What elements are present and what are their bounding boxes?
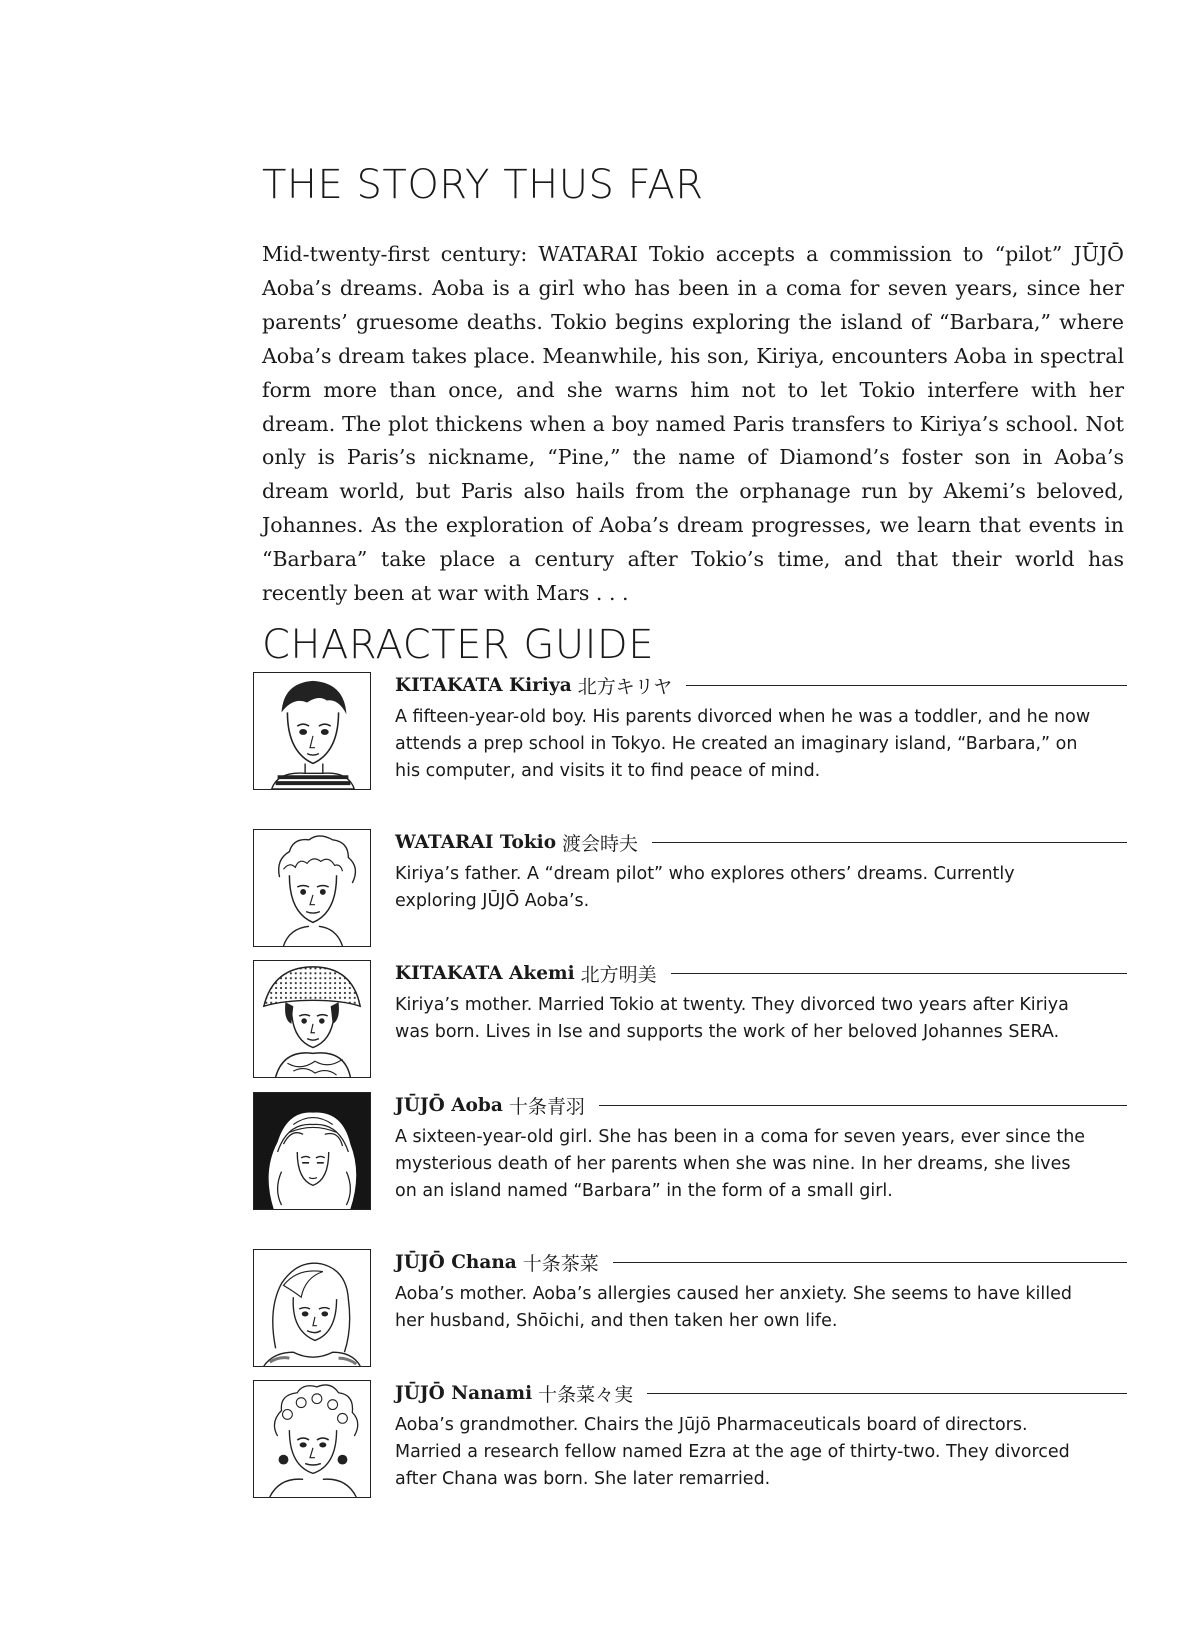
character-name: JŪJŌ Nanami xyxy=(395,1383,533,1404)
portrait-kiriya xyxy=(253,672,371,790)
portrait-chana xyxy=(253,1249,371,1367)
portrait-aoba-drawing xyxy=(254,1093,370,1209)
header-rule xyxy=(613,1262,1127,1263)
character-header xyxy=(395,1249,1127,1276)
header-rule xyxy=(599,1105,1127,1106)
story-heading: THE STORY THUS FAR xyxy=(262,162,704,208)
character-description: A sixteen-year-old girl. She has been in a coma for seven years, ever since the mysterious death of her parents when she was nine. In her dreams, she lives on an island named “Barbara” in the form of a small girl. xyxy=(395,1127,1086,1201)
character-name: JŪJŌ Chana xyxy=(395,1252,517,1273)
character-description: Aoba’s grandmother. Chairs the Jūjō Pharmaceuticals board of directors. Married a research fellow named Ezra at the age of thirty-two. They divorced after Chana was born. She later remarried. xyxy=(395,1415,1070,1489)
portrait-tokio-drawing xyxy=(254,830,370,946)
character-name-japanese: 北方キリヤ xyxy=(577,676,673,698)
character-header xyxy=(395,1380,1127,1407)
character-header xyxy=(395,960,1127,987)
story-body: Mid-twenty-first century: WATARAI Tokio accepts a commission to “pilot” JŪJŌ Aoba’s dreams. Aoba is a girl who has been in a coma for seven years, since her parents’ gruesome deaths. Tokio begins exploring the island of “Barbara,” where Aoba’s dream takes place. Meanwhile, his son, Kiriya, encounters Aoba in spectral form more than once, and she warns him not to let Tokio interfere with her dream. The plot thickens when a boy named Paris transfers to Kiriya’s school. Not only is Paris’s nickname, “Pine,” the name of Diamond’s foster son in Aoba’s dream world, but Paris also hails from the orphanage run by Akemi’s beloved, Johannes. As the exploration of Aoba’s dream progresses, we learn that events in “Barbara” take place a century after Tokio’s time, and that their world has recently been at war with Mars . . . xyxy=(262,242,1124,606)
character-header xyxy=(395,672,1127,699)
portrait-tokio xyxy=(253,829,371,947)
character-header xyxy=(395,829,1127,856)
header-rule xyxy=(686,685,1127,686)
guide-heading: CHARACTER GUIDE xyxy=(262,622,654,668)
character-description: Aoba’s mother. Aoba’s allergies caused her anxiety. She seems to have killed her husband, Shōichi, and then taken her own life. xyxy=(395,1284,1072,1331)
portrait-nanami-drawing xyxy=(254,1381,370,1497)
header-rule xyxy=(652,842,1127,843)
character-name: KITAKATA Akemi xyxy=(395,963,575,984)
character-description: A fifteen-year-old boy. His parents divorced when he was a toddler, and he now attends a prep school in Tokyo. He created an imaginary island, “Barbara,” on his computer, and visits it to find peace of mind. xyxy=(395,707,1091,781)
portrait-chana-drawing xyxy=(254,1250,370,1366)
header-rule xyxy=(647,1393,1127,1394)
header-rule xyxy=(671,973,1127,974)
portrait-nanami xyxy=(253,1380,371,1498)
character-header xyxy=(395,1092,1127,1119)
portrait-akemi xyxy=(253,960,371,1078)
character-name-japanese: 十条茶菜 xyxy=(522,1253,599,1275)
character-name: JŪJŌ Aoba xyxy=(395,1095,503,1116)
character-name: WATARAI Tokio xyxy=(395,832,557,853)
character-description: Kiriya’s father. A “dream pilot” who explores others’ dreams. Currently exploring JŪJŌ Aoba’s. xyxy=(395,864,1015,911)
portrait-kiriya-drawing xyxy=(254,673,370,789)
character-name-japanese: 十条菜々実 xyxy=(538,1384,634,1406)
character-name-japanese: 北方明美 xyxy=(580,964,657,986)
portrait-akemi-drawing xyxy=(254,961,370,1077)
character-name: KITAKATA Kiriya xyxy=(395,675,572,696)
portrait-aoba xyxy=(253,1092,371,1210)
character-name-japanese: 渡会時夫 xyxy=(562,833,639,855)
character-name-japanese: 十条青羽 xyxy=(508,1096,585,1118)
character-description: Kiriya’s mother. Married Tokio at twenty. They divorced two years after Kiriya was born. Lives in Ise and supports the work of her beloved Johannes SERA. xyxy=(395,995,1069,1042)
